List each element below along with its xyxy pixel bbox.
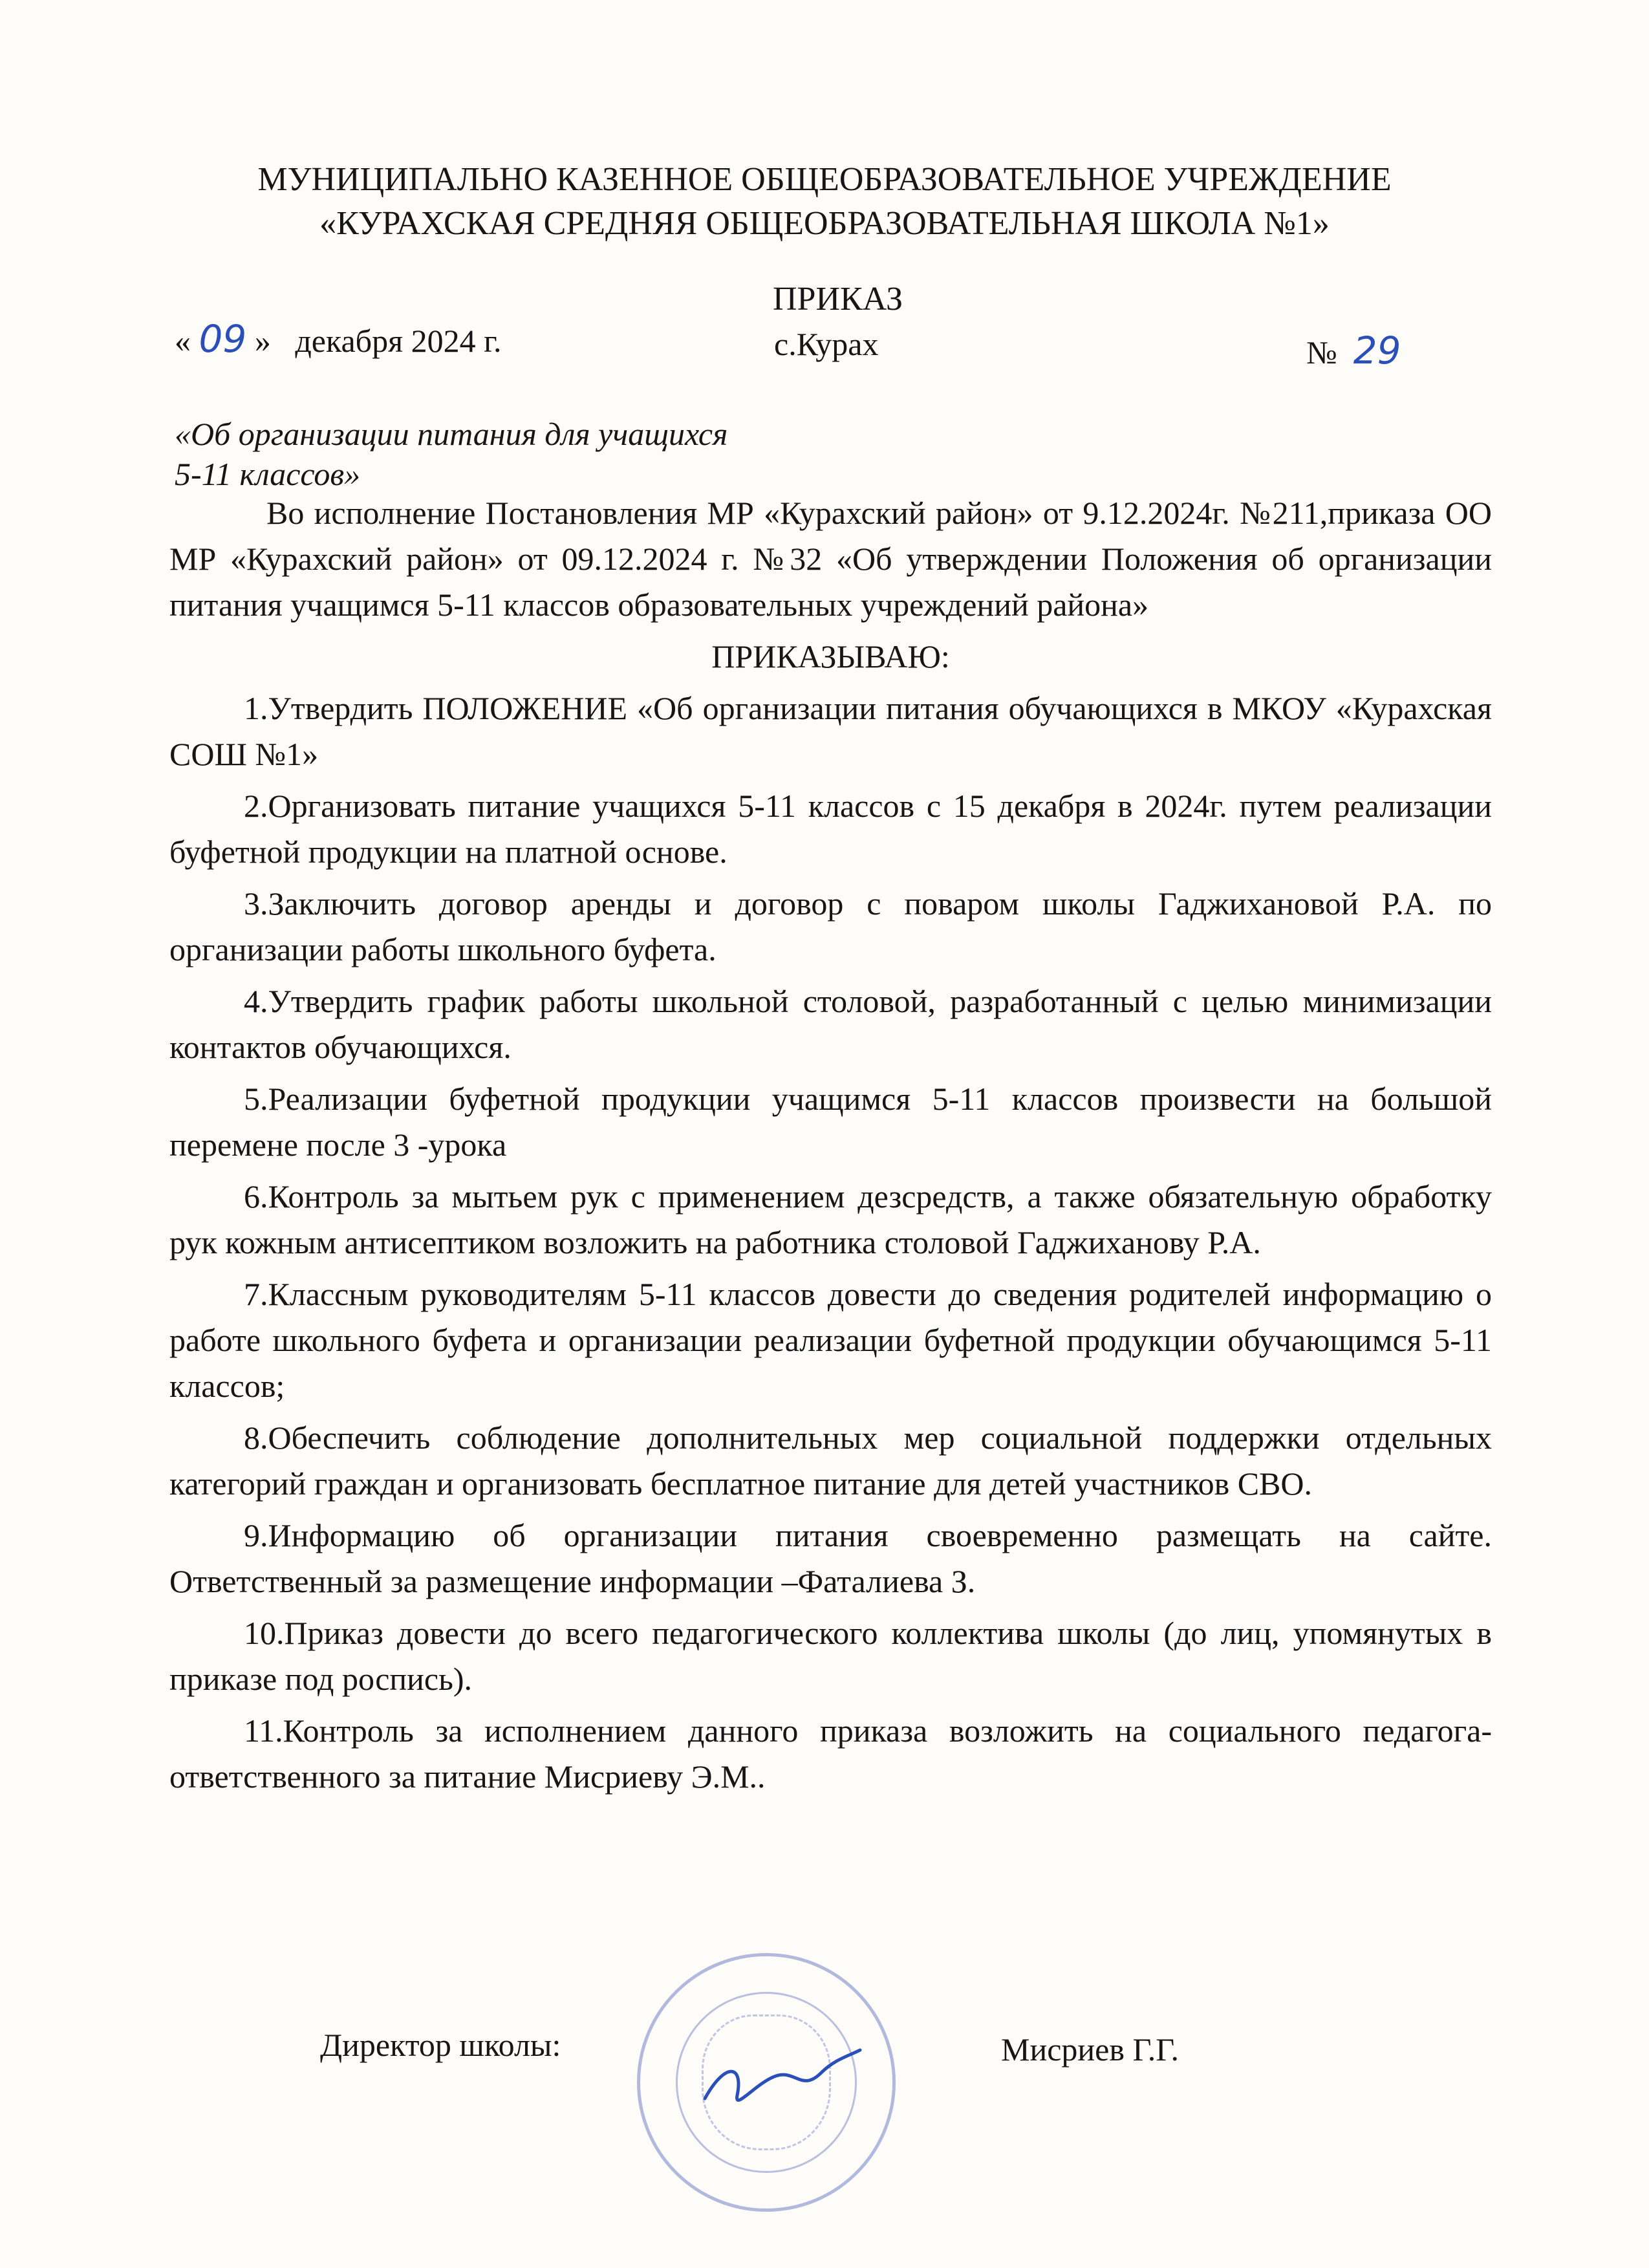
- date-day-handwritten: 09: [199, 317, 247, 361]
- order-item-8: 8.Обеспечить соблюдение дополнительных мер социальной поддержки отдельных категорий граждан и организовать бесплатное питание для детей участников СВО.: [169, 1420, 1492, 1502]
- signature-role: Директор школы:: [320, 2027, 561, 2063]
- order-body: [169, 490, 1492, 1806]
- number-value-handwritten: 29: [1353, 329, 1401, 373]
- order-item-3: 3.Заключить договор аренды и договор с поваром школы Гаджихановой Р.А. по организации работы школьного буфета.: [169, 885, 1492, 967]
- order-item-11: 11.Контроль за исполнением данного приказа возложить на социального педагога-ответственного за питание Мисриеву Э.М..: [169, 1712, 1492, 1795]
- order-subject: [175, 414, 727, 494]
- order-item-6: 6.Контроль за мытьем рук с применением дезсредств, а также обязательную обработку рук кожным антисептиком возложить на работника столовой Гаджиханову Р.А.: [169, 1178, 1492, 1260]
- order-item-4: 4.Утвердить график работы школьной столовой, разработанный с целью минимизации контактов обучающихся.: [169, 983, 1492, 1065]
- preamble: Во исполнение Постановления МР «Курахский район» от 9.12.2024г. №211,приказа ОО МР «Курахский район» от 09.12.2024 г. №32 «Об утверждении Положения об организации питания учащимся 5-11 классов образовательных учреждений района»: [169, 495, 1492, 623]
- order-item-2: 2.Организовать питание учащихся 5-11 классов с 15 декабря в 2024г. путем реализации буфетной продукции на платной основе.: [169, 788, 1492, 870]
- number-label: №: [1306, 334, 1337, 371]
- order-item-5: 5.Реализации буфетной продукции учащимся 5-11 классов произвести на большой перемене после 3 -урока: [169, 1081, 1492, 1163]
- institution-name-line2: «КУРАХСКАЯ СРЕДНЯЯ ОБЩЕОБРАЗОВАТЕЛЬНАЯ ШКОЛА №1»: [319, 205, 1330, 242]
- director-signature: [698, 2037, 867, 2121]
- date-open-quote: «: [175, 323, 191, 359]
- order-item-1: 1.Утвердить ПОЛОЖЕНИЕ «Об организации питания обучающихся в МКОУ «Курахская СОШ №1»: [169, 690, 1492, 772]
- subject-line2: 5-11 классов»: [175, 456, 361, 492]
- institution-name-line1: МУНИЦИПАЛЬНО КАЗЕННОЕ ОБЩЕОБРАЗОВАТЕЛЬНОЕ УЧРЕЖДЕНИЕ: [257, 161, 1392, 198]
- date-month-year: декабря 2024 г.: [295, 323, 502, 359]
- order-title: ПРИКАЗ: [773, 281, 903, 318]
- order-place: с.Курах: [774, 326, 879, 362]
- order-item-10: 10.Приказ довести до всего педагогического коллектива школы (до лиц, упомянутых в приказе под роспись).: [169, 1615, 1492, 1697]
- signature-name: Мисриев Г.Г.: [1001, 2031, 1179, 2068]
- order-date: [175, 317, 501, 361]
- command-heading: ПРИКАЗЫВАЮ:: [711, 638, 950, 675]
- order-item-7: 7.Классным руководителям 5-11 классов довести до сведения родителей информацию о работе школьного буфета и организации реализации буфетной продукции обучающимся 5-11 классов;: [169, 1276, 1492, 1404]
- date-close-quote: »: [254, 323, 271, 359]
- subject-line1: «Об организации питания для учащихся: [175, 416, 728, 452]
- order-item-9: 9.Информацию об организации питания своевременно размещать на сайте. Ответственный за размещение информации –Фаталиева З.: [169, 1517, 1492, 1599]
- order-number: [1306, 329, 1401, 373]
